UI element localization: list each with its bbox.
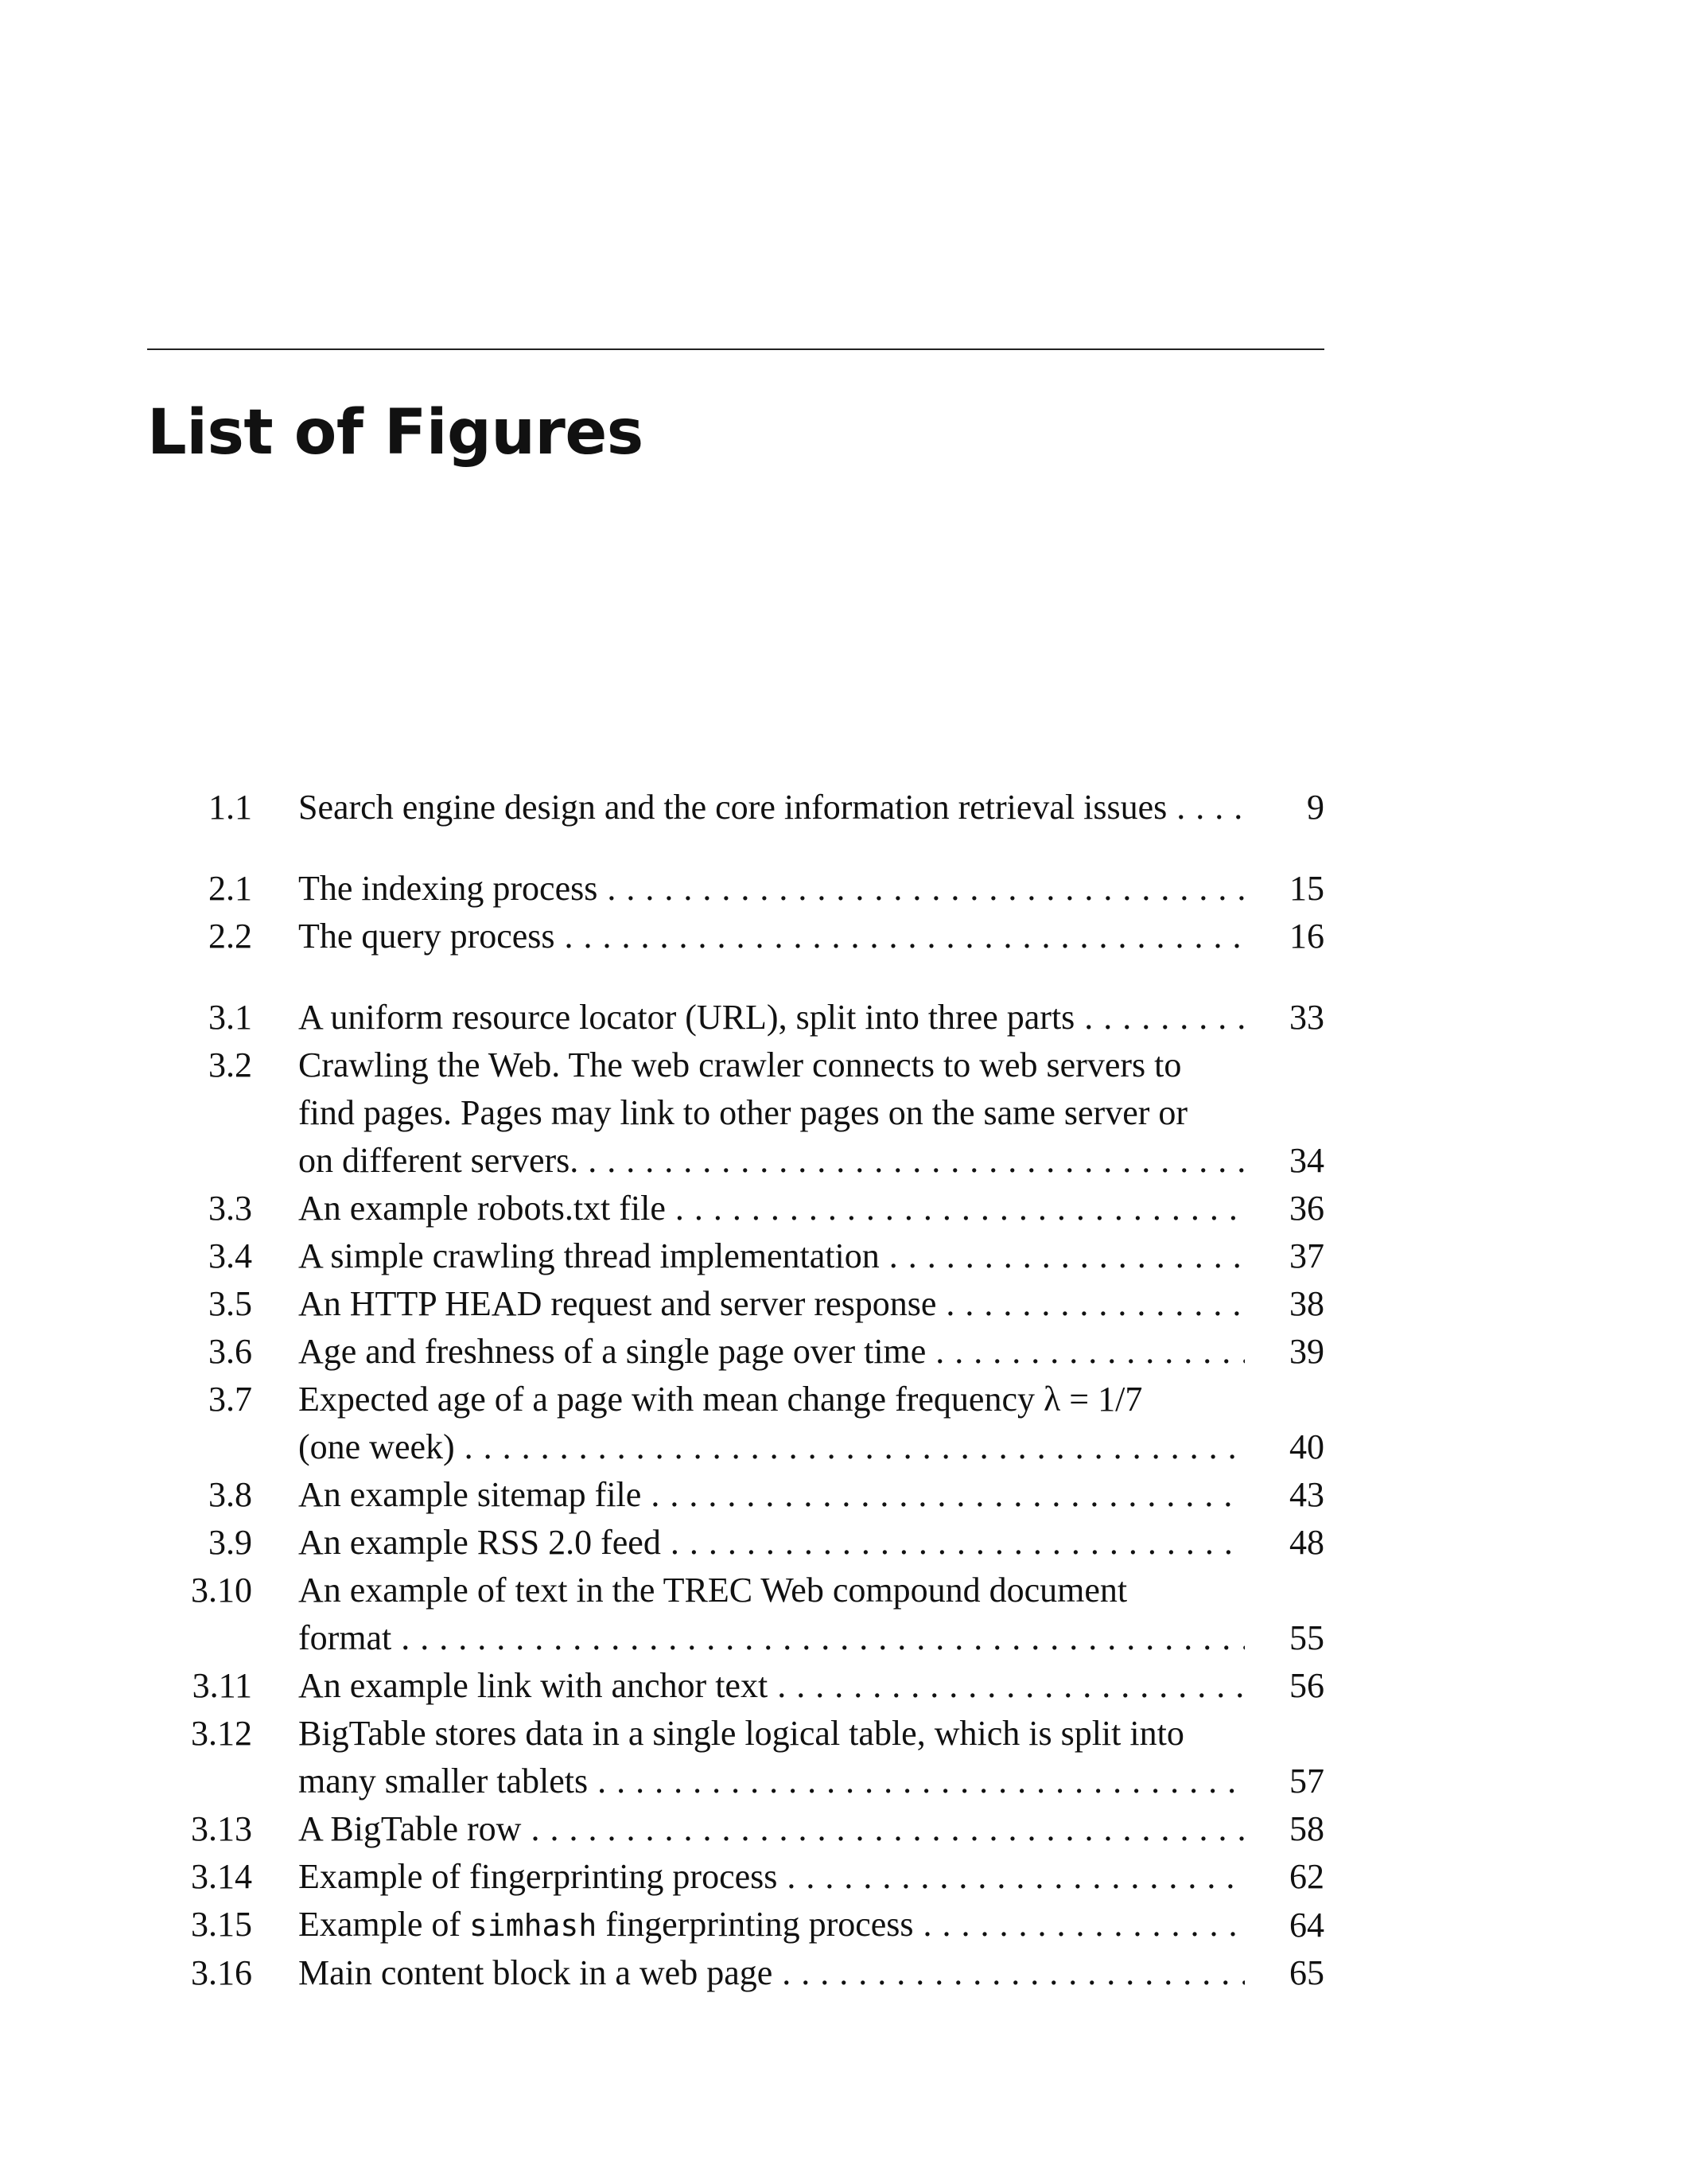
figure-caption-line: (one week) . . .	[298, 1423, 1245, 1471]
figure-caption: A simple crawling thread implementation . . .	[298, 1232, 1245, 1280]
figure-caption-line: Crawling the Web. The web crawler connects to web servers to	[298, 1045, 1182, 1084]
figure-caption: Main content block in a web page . . .	[298, 1949, 1245, 1997]
page-number: 57	[1289, 1762, 1324, 1801]
figure-caption: The indexing process . . .	[298, 865, 1245, 913]
figure-caption-line: find pages. Pages may link to other pages on the same server or	[298, 1093, 1188, 1132]
figure-caption: Example of fingerprinting process . . .	[298, 1853, 1245, 1901]
figure-number: 3.4	[208, 1236, 252, 1275]
page-number: 37	[1289, 1236, 1324, 1275]
list-item[interactable]	[147, 1805, 1324, 1853]
figure-caption: An example link with anchor text . . .	[298, 1662, 1245, 1710]
page-number: 33	[1289, 998, 1324, 1037]
list-item[interactable]	[147, 913, 1324, 960]
figure-caption: An HTTP HEAD request and server response . . .	[298, 1280, 1245, 1328]
figure-number: 3.3	[208, 1189, 252, 1228]
caption-part: fingerprinting process	[597, 1905, 914, 1944]
figure-caption: Search engine design and the core information retrieval issues . . .	[298, 784, 1245, 831]
figure-caption: An example sitemap file . . .	[298, 1471, 1245, 1519]
figure-number: 3.12	[191, 1714, 252, 1753]
list-item[interactable]	[147, 1041, 1324, 1185]
chapter-rule	[147, 348, 1324, 350]
figure-number: 3.2	[208, 1045, 252, 1084]
page-number: 34	[1289, 1141, 1324, 1180]
figure-number: 3.5	[208, 1284, 252, 1323]
figure-number: 3.7	[208, 1380, 252, 1419]
page-title: List of Figures	[147, 397, 643, 469]
figure-caption: A BigTable row . . .	[298, 1805, 1245, 1853]
page-number: 56	[1289, 1666, 1324, 1705]
page-number: 58	[1289, 1809, 1324, 1848]
figure-caption	[298, 1901, 1245, 1949]
figure-caption-line: format . . .	[298, 1614, 1245, 1662]
list-item[interactable]	[147, 1328, 1324, 1376]
page-number: 65	[1289, 1953, 1324, 1992]
list-item[interactable]	[147, 1662, 1324, 1710]
page-number: 64	[1289, 1906, 1324, 1945]
figure-number: 2.2	[208, 917, 252, 956]
figure-number: 1.1	[208, 788, 252, 827]
figure-caption-line: Expected age of a page with mean change frequency λ = 1/7	[298, 1380, 1143, 1419]
figure-number: 3.16	[191, 1953, 252, 1992]
figure-list	[147, 784, 1324, 1997]
list-item[interactable]	[147, 994, 1324, 1041]
list-item[interactable]	[147, 1280, 1324, 1328]
list-item[interactable]	[147, 1949, 1324, 1997]
page-number: 15	[1289, 869, 1324, 908]
list-item[interactable]	[147, 1901, 1324, 1949]
figure-caption: An example RSS 2.0 feed . . .	[298, 1519, 1245, 1567]
figure-number: 3.14	[191, 1857, 252, 1896]
page-number: 62	[1289, 1857, 1324, 1896]
figure-caption-line: many smaller tablets . . .	[298, 1758, 1245, 1805]
figure-number: 3.15	[191, 1905, 252, 1944]
figure-caption-line: An example of text in the TREC Web compound document	[298, 1571, 1128, 1610]
figure-number: 3.9	[208, 1523, 252, 1562]
page-number: 36	[1289, 1189, 1324, 1228]
list-item[interactable]	[147, 865, 1324, 913]
list-item[interactable]	[147, 1376, 1324, 1471]
code-term: simhash	[469, 1908, 597, 1943]
page-number: 38	[1289, 1284, 1324, 1323]
page-number: 9	[1307, 788, 1324, 827]
page-number: 39	[1289, 1332, 1324, 1371]
list-item[interactable]	[147, 1232, 1324, 1280]
figure-caption-line: BigTable stores data in a single logical table, which is split into	[298, 1714, 1184, 1753]
figure-caption: A uniform resource locator (URL), split into three parts . . .	[298, 994, 1245, 1041]
list-item[interactable]	[147, 1519, 1324, 1567]
figure-number: 3.11	[192, 1666, 252, 1705]
list-item[interactable]	[147, 1185, 1324, 1232]
page-number: 55	[1289, 1618, 1324, 1657]
figure-number: 3.6	[208, 1332, 252, 1371]
list-item[interactable]	[147, 1710, 1324, 1805]
caption-part: Example of	[298, 1905, 470, 1944]
list-item[interactable]	[147, 1567, 1324, 1662]
figure-caption: An example robots.txt file . . .	[298, 1185, 1245, 1232]
figure-caption: The query process . . .	[298, 913, 1245, 960]
figure-caption: Age and freshness of a single page over time . . .	[298, 1328, 1245, 1376]
page-number: 48	[1289, 1523, 1324, 1562]
page-number: 16	[1289, 917, 1324, 956]
figure-number: 2.1	[208, 869, 252, 908]
figure-number: 3.13	[191, 1809, 252, 1848]
list-item[interactable]	[147, 1853, 1324, 1901]
page-number: 40	[1289, 1427, 1324, 1466]
figure-number: 3.8	[208, 1475, 252, 1514]
page-number: 43	[1289, 1475, 1324, 1514]
figure-number: 3.1	[208, 998, 252, 1037]
figure-caption-line: on different servers. . . .	[298, 1137, 1245, 1185]
figure-number: 3.10	[191, 1571, 252, 1610]
list-item[interactable]	[147, 784, 1324, 831]
list-item[interactable]	[147, 1471, 1324, 1519]
